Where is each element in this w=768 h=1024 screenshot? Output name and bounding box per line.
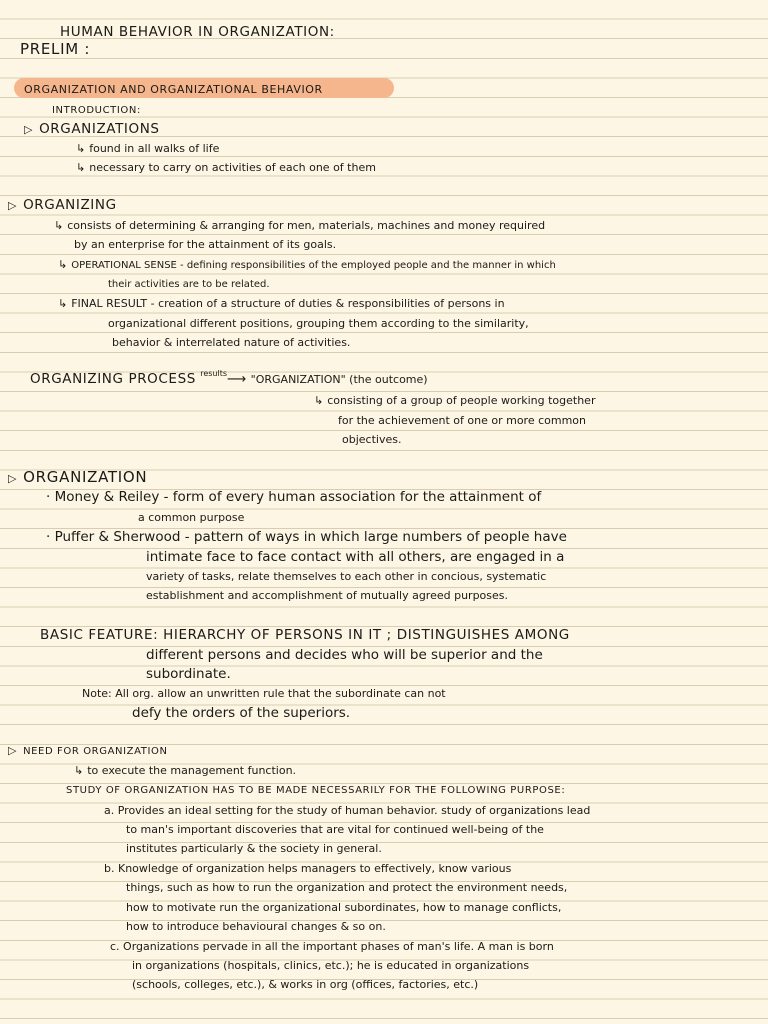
hook-arrow-icon: ↳ [58,258,68,271]
note-line: intimate face to face contact with all others, are engaged in a [146,549,565,565]
bullet-triangle-icon: ▷ [24,123,34,136]
note-line: variety of tasks, relate themselves to each other in concious, systematic [146,570,547,583]
note-line: in organizations (hospitals, clinics, etc.); he is educated in organizations [132,959,530,972]
bullet-triangle-icon: ▷ [8,199,18,212]
heading-need: ▷ NEED FOR ORGANIZATION [8,744,168,757]
list-item: c. Organizations pervade in all the important phases of man's life. A man is born [110,940,554,953]
note-line: a common purpose [138,511,245,524]
note-line: for the achievement of one or more common [338,414,587,427]
list-item: a. Provides an ideal setting for the study of human behavior. study of organizations lead [104,804,591,817]
hook-arrow-icon: ↳ [74,764,84,777]
definition-line: · Money & Reiley - form of every human association for the attainment of [46,489,542,505]
hook-arrow-icon: ↳ [76,142,86,155]
hook-arrow-icon: ↳ [76,161,86,174]
note-line: (schools, colleges, etc.), & works in org (offices, factories, etc.) [132,978,479,991]
note-line: establishment and accomplishment of mutually agreed purposes. [146,589,509,602]
note-line: Note: All org. allow an unwritten rule that the subordinate can not [82,687,446,700]
arrow-label: results [200,369,228,378]
bullet-triangle-icon: ▷ [8,472,18,485]
note-line: ↳ FINAL RESULT - creation of a structure of duties & responsibilities of persons in [58,297,505,310]
term-label: PRELIM : [20,40,91,58]
hook-arrow-icon: ↳ [54,219,64,232]
process-line: ORGANIZING PROCESS $^{results}$⟶ "ORGANIZATION" (the outcome) [30,369,428,387]
heading-organizing: ▷ ORGANIZING [8,197,117,213]
note-line: how to motivate run the organizational subordinates, how to manage conflicts, [126,901,562,914]
note-line: to man's important discoveries that are vital for continued well-being of the [126,823,544,836]
list-item: b. Knowledge of organization helps managers to effectively, know various [104,862,512,875]
section-title: ORGANIZATION AND ORGANIZATIONAL BEHAVIOR [24,83,323,96]
heading-organization: ▷ ORGANIZATION [8,468,148,486]
note-line: institutes particularly & the society in general. [126,842,382,855]
intro-label: INTRODUCTION: [52,105,141,116]
note-line: objectives. [342,433,402,446]
note-line: ↳ OPERATIONAL SENSE - defining responsibilities of the employed people and the manner in which [58,258,556,271]
arrow-right-icon: ⟶ [227,371,247,387]
note-line: ↳ consists of determining & arranging for men, materials, machines and money required [54,219,546,232]
note-line: ↳ necessary to carry on activities of each one of them [76,161,376,174]
note-line: ↳ found in all walks of life [76,142,220,155]
note-line: organizational different positions, grouping them according to the similarity, [108,317,529,330]
note-line: defy the orders of the superiors. [132,705,351,721]
hook-arrow-icon: ↳ [314,394,324,407]
note-line: ↳ to execute the management function. [74,764,297,777]
study-heading: STUDY OF ORGANIZATION HAS TO BE MADE NECESSARILY FOR THE FOLLOWING PURPOSE: [66,785,566,796]
bullet-triangle-icon: ▷ [8,744,18,757]
definition-line: · Puffer & Sherwood - pattern of ways in which large numbers of people have [46,529,567,545]
course-title: HUMAN BEHAVIOR IN ORGANIZATION: [60,24,335,40]
note-line: things, such as how to run the organization and protect the environment needs, [126,881,568,894]
hook-arrow-icon: ↳ [58,297,68,310]
note-line: different persons and decides who will be superior and the [146,647,543,663]
heading-organizations: ▷ ORGANIZATIONS [24,121,160,137]
note-line: subordinate. [146,666,231,682]
note-line: their activities are to be related. [108,279,270,290]
note-line: behavior & interrelated nature of activities. [112,336,351,349]
note-line: by an enterprise for the attainment of its goals. [74,238,337,251]
note-line: ↳ consisting of a group of people working together [314,394,596,407]
basic-feature: BASIC FEATURE: HIERARCHY OF PERSONS IN IT ; DISTINGUISHES AMONG [40,627,570,643]
note-line: how to introduce behavioural changes & so on. [126,920,386,933]
